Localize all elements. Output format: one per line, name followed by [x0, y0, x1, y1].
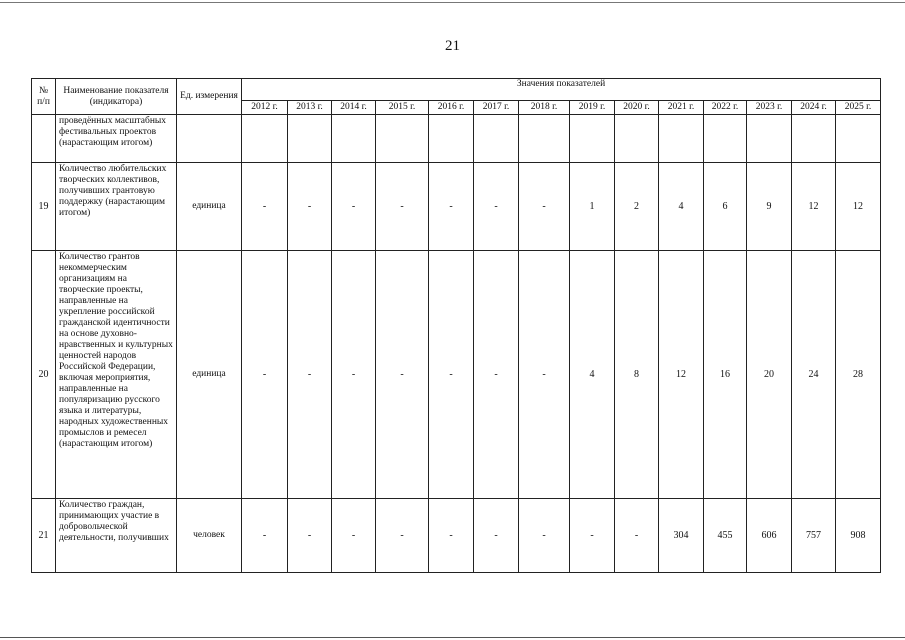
- value-cell: 12: [659, 251, 704, 499]
- table-row: [32, 163, 881, 251]
- value-cell: -: [474, 499, 519, 573]
- value-cell: 2: [615, 163, 659, 251]
- indicator-name: Количество грантов некоммерческим организациям на творческие проекты, направленные на укрепление российской гражданской идентичности на основе духовно-нравственных и культурных ценностей народов Российской Федерации, включая мероприятия, направленные на популяризацию русского языка и литературы, народных художественных промыслов и ремесел (нарастающим итогом): [56, 251, 177, 499]
- value-cell: [747, 115, 792, 163]
- value-cell: -: [519, 251, 570, 499]
- value-cell: 8: [615, 251, 659, 499]
- page-number: 21: [445, 38, 460, 54]
- unit-cell: единица: [177, 251, 242, 499]
- value-cell: -: [242, 251, 288, 499]
- value-cell: -: [376, 251, 429, 499]
- top-edge-line: [0, 2, 905, 3]
- table-row: [32, 499, 881, 573]
- value-cell: 4: [659, 163, 704, 251]
- year-header: 2022 г.: [704, 101, 747, 115]
- unit-cell: [177, 115, 242, 163]
- year-header: 2014 г.: [332, 101, 376, 115]
- value-cell: -: [429, 499, 474, 573]
- year-header: 2013 г.: [288, 101, 332, 115]
- value-cell: [792, 115, 836, 163]
- unit-cell: единица: [177, 163, 242, 251]
- value-cell: [659, 115, 704, 163]
- year-header: 2023 г.: [747, 101, 792, 115]
- value-cell: 28: [836, 251, 881, 499]
- value-cell: -: [615, 499, 659, 573]
- value-cell: -: [332, 251, 376, 499]
- value-cell: 304: [659, 499, 704, 573]
- value-cell: [474, 115, 519, 163]
- value-cell: 606: [747, 499, 792, 573]
- value-cell: [332, 115, 376, 163]
- value-cell: 16: [704, 251, 747, 499]
- value-cell: -: [429, 251, 474, 499]
- value-cell: 455: [704, 499, 747, 573]
- value-cell: 24: [792, 251, 836, 499]
- value-cell: -: [376, 499, 429, 573]
- value-cell: [615, 115, 659, 163]
- value-cell: [836, 115, 881, 163]
- value-cell: -: [288, 499, 332, 573]
- value-cell: -: [242, 499, 288, 573]
- value-cell: -: [288, 163, 332, 251]
- bottom-edge-line: [0, 637, 905, 638]
- value-cell: -: [332, 499, 376, 573]
- year-header: 2015 г.: [376, 101, 429, 115]
- value-cell: [242, 115, 288, 163]
- value-cell: -: [288, 251, 332, 499]
- indicator-name: проведённых масштабных фестивальных проектов (нарастающим итогом): [56, 115, 177, 163]
- value-cell: -: [429, 163, 474, 251]
- value-cell: [288, 115, 332, 163]
- year-header: 2017 г.: [474, 101, 519, 115]
- value-cell: -: [242, 163, 288, 251]
- value-cell: [376, 115, 429, 163]
- year-header: 2016 г.: [429, 101, 474, 115]
- row-num: 21: [32, 499, 56, 573]
- table-row: [32, 115, 881, 163]
- header-indicator-name: Наименование показателя (индикатора): [56, 79, 177, 115]
- value-cell: -: [376, 163, 429, 251]
- year-header: 2012 г.: [242, 101, 288, 115]
- row-num: 20: [32, 251, 56, 499]
- value-cell: -: [474, 163, 519, 251]
- value-cell: 6: [704, 163, 747, 251]
- value-cell: [570, 115, 615, 163]
- value-cell: 1: [570, 163, 615, 251]
- value-cell: 9: [747, 163, 792, 251]
- value-cell: 908: [836, 499, 881, 573]
- year-header: 2021 г.: [659, 101, 704, 115]
- header-num: № п/п: [32, 79, 56, 115]
- value-cell: 4: [570, 251, 615, 499]
- value-cell: 20: [747, 251, 792, 499]
- value-cell: 12: [836, 163, 881, 251]
- year-header: 2018 г.: [519, 101, 570, 115]
- value-cell: -: [570, 499, 615, 573]
- value-cell: [429, 115, 474, 163]
- value-cell: -: [519, 163, 570, 251]
- indicator-name: Количество граждан, принимающих участие в добровольческой деятельности, получивших: [56, 499, 177, 573]
- value-cell: 757: [792, 499, 836, 573]
- header-values: Значения показателей: [242, 79, 881, 101]
- value-cell: -: [519, 499, 570, 573]
- row-num: 19: [32, 163, 56, 251]
- indicators-table: [31, 78, 881, 573]
- header-unit: Ед. измерения: [177, 79, 242, 115]
- unit-cell: человек: [177, 499, 242, 573]
- year-header: 2025 г.: [836, 101, 881, 115]
- indicator-name: Количество любительских творческих коллективов, получивших грантовую поддержку (нарастающим итогом): [56, 163, 177, 251]
- value-cell: -: [332, 163, 376, 251]
- table-row: [32, 251, 881, 499]
- value-cell: 12: [792, 163, 836, 251]
- year-header: 2019 г.: [570, 101, 615, 115]
- year-header: 2020 г.: [615, 101, 659, 115]
- value-cell: [519, 115, 570, 163]
- year-header: 2024 г.: [792, 101, 836, 115]
- row-num: [32, 115, 56, 163]
- value-cell: -: [474, 251, 519, 499]
- value-cell: [704, 115, 747, 163]
